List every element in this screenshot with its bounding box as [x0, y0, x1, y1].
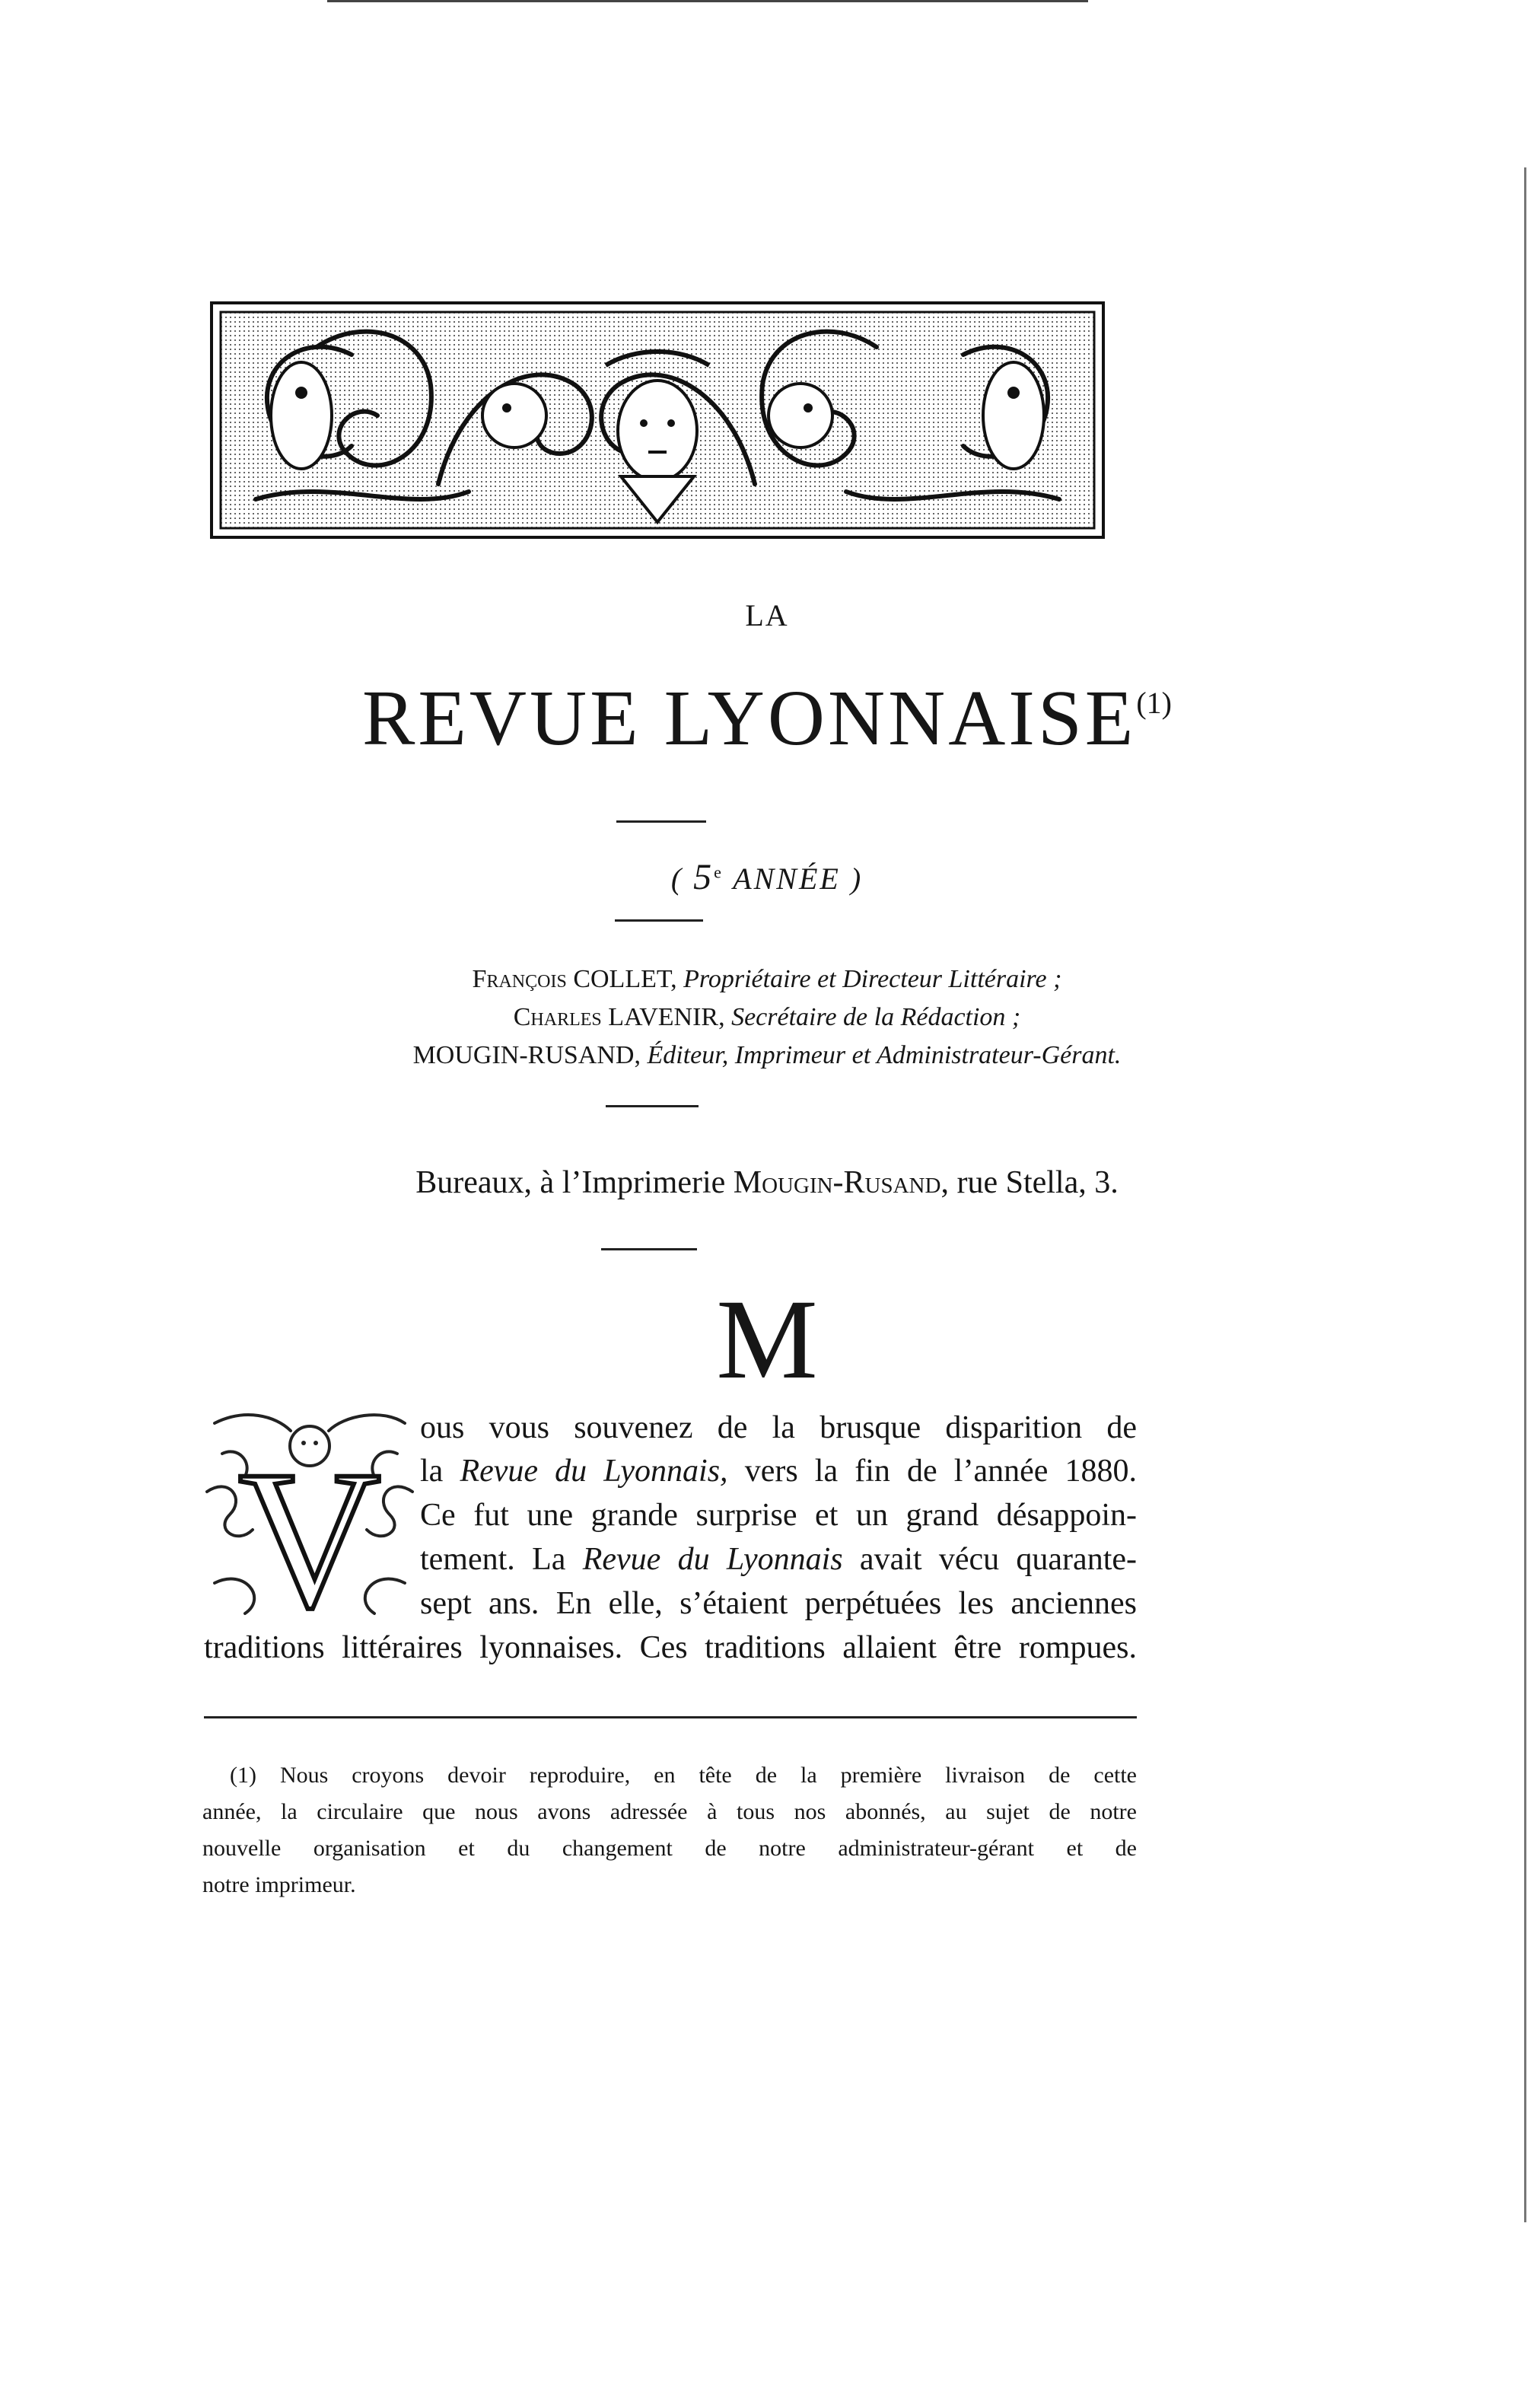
bureaux-before: Bureaux, à l’Imprimerie: [415, 1165, 726, 1200]
journal-name: Revue du Lyonnais,: [460, 1454, 728, 1489]
edition-year: [0, 856, 1534, 898]
body-line-6: traditions littéraires lyonnaises. Ces traditions allaient être rompues.: [204, 1630, 1137, 1665]
staff-surname: LAVENIR,: [608, 1003, 725, 1031]
staff-list: [0, 960, 1534, 1075]
year-word: ANNÉE: [733, 862, 841, 896]
body-line-1: ous vous souvenez de la brusque disparition de: [420, 1410, 1137, 1445]
body-text: la: [420, 1454, 444, 1489]
title-footnote-mark: (1): [1136, 686, 1172, 720]
ornamental-headpiece: [210, 301, 1105, 539]
year-open-paren: (: [670, 862, 684, 896]
body-line-2: [420, 1455, 1137, 1487]
year-rule: [615, 919, 703, 922]
staff-line-3: [0, 1037, 1534, 1075]
bureaux-address: [0, 1164, 1534, 1201]
year-sup: e: [714, 862, 724, 882]
masthead-la: LA: [745, 598, 789, 632]
footnote-line-1: (1) Nous croyons devoir reproduire, en tête de la première livraison de cette: [230, 1763, 1137, 1788]
year-number: 5: [693, 857, 714, 897]
body-text: vers la fin de l’année 1880.: [744, 1454, 1138, 1489]
journal-name: Revue du Lyonnais: [582, 1542, 843, 1577]
staff-role: Secrétaire de la Rédaction ;: [731, 1003, 1021, 1031]
body-line-5: sept ans. En elle, s’étaient perpétuées les anciennes: [420, 1586, 1137, 1621]
staff-first-name: François: [472, 965, 567, 993]
staff-role: Propriétaire et Directeur Littéraire ;: [683, 965, 1062, 993]
initial-m: M: [716, 1276, 818, 1403]
ornamental-dropcap: [199, 1400, 420, 1629]
year-close-paren: ): [850, 862, 864, 896]
dropcap-letter: V: [238, 1430, 381, 1629]
staff-surname: COLLET,: [573, 965, 677, 993]
footnote-line-4: notre imprimeur.: [202, 1872, 356, 1897]
body-text: tement. La: [420, 1542, 566, 1577]
title-text: REVUE LYONNAISE: [362, 674, 1137, 762]
staff-first-name: Charles: [513, 1003, 602, 1031]
footnote-line-3: nouvelle organisation et du changement de notre administrateur-gérant et de: [202, 1836, 1137, 1861]
body-text: avait vécu quarante-: [859, 1542, 1137, 1577]
staff-line-2: [0, 999, 1534, 1037]
staff-role: Éditeur, Imprimeur et Administrateur-Gérant.: [647, 1041, 1122, 1069]
body-line-4: [420, 1543, 1137, 1575]
title-rule: [616, 820, 706, 823]
footnote-rule: [204, 1716, 1137, 1718]
bureaux-after: , rue Stella, 3.: [940, 1165, 1119, 1200]
bureaux-printer: Mougin-Rusand: [733, 1165, 941, 1200]
staff-rule: [606, 1105, 699, 1107]
page-edge-top: [327, 0, 1088, 5]
bureaux-rule: [601, 1248, 697, 1250]
masthead-title: [0, 674, 1534, 762]
staff-surname: MOUGIN-RUSAND,: [412, 1041, 641, 1069]
body-line-3: Ce fut une grande surprise et un grand désappoin-: [420, 1498, 1137, 1533]
footnote-line-2: année, la circulaire que nous avons adressée à tous nos abonnés, au sujet de notre: [202, 1799, 1137, 1824]
staff-line-1: [0, 960, 1534, 999]
